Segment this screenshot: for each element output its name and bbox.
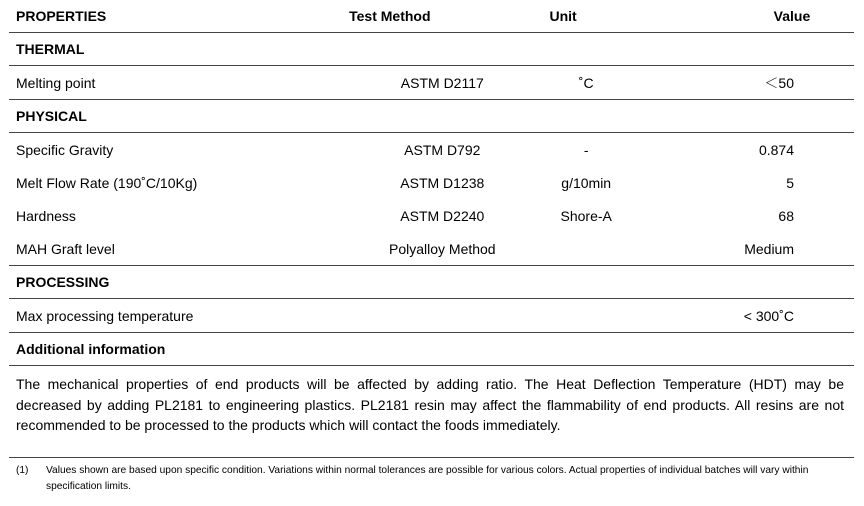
property-name: Melt Flow Rate (190˚C/10Kg) (16, 174, 198, 191)
property-name: Max processing temperature (9, 299, 342, 333)
unit: g/10min (561, 174, 612, 191)
header-test-method: Test Method (342, 0, 542, 33)
test-method: ASTM D2240 (400, 207, 485, 224)
header-value: Value (630, 0, 854, 33)
additional-information-text: The mechanical properties of end products will be affected by adding ratio. The Heat Deflection Temperature (HDT) may be decreased by adding PL2181 to engineering plastics. PL2181 resin may affect the flammability of end products. All resins are not recommended to be processed to the products which will contact the foods immediately. (16, 376, 844, 433)
table-row (9, 299, 854, 333)
footnote (16, 463, 844, 495)
value: 68 (778, 207, 794, 224)
section-physical-row (9, 100, 854, 133)
section-processing-title: PROCESSING (9, 266, 854, 299)
property-name: Melting point (9, 66, 342, 100)
value: < 300˚C (630, 299, 854, 333)
property-name: Hardness (16, 207, 76, 224)
footnote-text: Values shown are based upon specific condition. Variations within normal tolerances are possible for various colors. Actual properties of individual batches will vary within specification limits. (46, 465, 809, 492)
test-method: ASTM D1238 (400, 174, 485, 191)
test-method: ASTM D792 (404, 141, 481, 158)
unit: - (583, 141, 589, 158)
table-row (9, 199, 854, 232)
property-name: Specific Gravity (16, 141, 114, 158)
table-row (9, 66, 854, 100)
unit: ˚C (542, 66, 629, 100)
header-properties: PROPERTIES (9, 0, 342, 33)
unit: Shore-A (560, 207, 612, 224)
table-header-row (9, 0, 854, 33)
value: 5 (786, 174, 794, 191)
properties-table (9, 0, 854, 366)
footnote-divider (9, 457, 854, 458)
section-additional-row (9, 333, 854, 366)
section-thermal-title: THERMAL (9, 33, 854, 66)
test-method: Polyalloy Method (342, 232, 542, 266)
unit (542, 232, 629, 266)
value: 0.874 (758, 141, 794, 158)
section-additional-title: Additional information (9, 333, 854, 366)
table-row (9, 166, 854, 199)
section-physical-title: PHYSICAL (9, 100, 854, 133)
unit (542, 299, 629, 333)
value: ＜50 (630, 66, 854, 100)
value: Medium (630, 232, 854, 266)
header-unit: Unit (542, 0, 629, 33)
test-method: ASTM D2117 (342, 66, 542, 100)
footnote-mark: (1) (16, 465, 29, 476)
property-name: MAH Graft level (9, 232, 342, 266)
section-thermal-row (9, 33, 854, 66)
table-row (9, 232, 854, 266)
test-method (342, 299, 542, 333)
table-row (9, 133, 854, 167)
section-processing-row (9, 266, 854, 299)
